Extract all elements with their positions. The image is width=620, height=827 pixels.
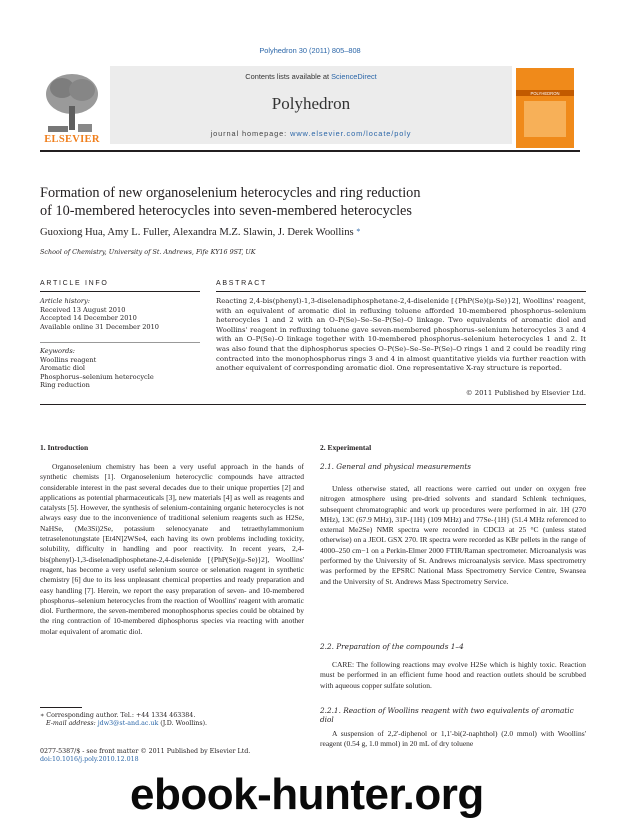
elsevier-wordmark: ELSEVIER (44, 134, 100, 145)
doi-link[interactable]: doi:10.1016/j.poly.2010.12.018 (40, 756, 139, 763)
abstract-heading: ABSTRACT (216, 280, 267, 287)
sciencedirect-link[interactable]: ScienceDirect (331, 72, 377, 81)
author-email-link[interactable]: jdw3@st-and.ac.uk (97, 720, 159, 728)
cover-image (524, 101, 566, 137)
copyright-line: © 2011 Published by Elsevier Ltd. (465, 389, 586, 397)
contents-prefix: Contents lists available at (245, 72, 332, 81)
issn-line: 0277-5387/$ - see front matter © 2011 Published by Elsevier Ltd. (40, 748, 251, 755)
keyword-item: Ring reduction (40, 381, 90, 390)
journal-citation[interactable]: Polyhedron 30 (2011) 805–808 (259, 46, 361, 55)
subsection-heading: 2.1. General and physical measurements (320, 462, 472, 471)
history-received: Received 13 August 2010 (40, 305, 126, 314)
history-online: Available online 31 December 2010 (40, 322, 159, 331)
homepage-link[interactable]: www.elsevier.com/locate/poly (290, 129, 412, 138)
author-list (40, 227, 580, 238)
masthead-divider (40, 150, 580, 152)
procedure-paragraph: A suspension of 2,2'-diphenol or 1,1'-bi(2-naphthol) (2.0 mmol) with Woollins' reagent (0.54 g, 1.0 mmol) in 20 mL of dry toluene (320, 729, 586, 749)
affiliation: School of Chemistry, University of St. Andrews, Fife KY16 9ST, UK (40, 248, 256, 256)
elsevier-logo[interactable] (40, 68, 104, 148)
subsection-heading: 2.2. Preparation of the compounds 1–4 (320, 642, 464, 651)
article-history: Article history: Received 13 August 2010 Accepted 14 December 2010 Available online 31 December 2010 (40, 297, 200, 331)
authors-text: Guoxiong Hua, Amy L. Fuller, Alexandra M.Z. Slawin, J. Derek Woollins (40, 227, 354, 238)
history-accepted: Accepted 14 December 2010 (40, 314, 137, 323)
keyword-item: Aromatic diol (40, 364, 86, 373)
safety-paragraph: CARE: The following reactions may evolve H2Se which is highly toxic. Reaction must be performed in an efficient fume hood and reaction outlets should be scrubbed with aqueous copper sulfate solution. (320, 660, 586, 690)
article-info-heading: ARTICLE INFO (40, 280, 109, 287)
journal-title: Polyhedron (271, 94, 351, 113)
watermark: ebook-hunter.org (130, 770, 484, 819)
keyword-item: Phosphorus–selenium heterocycle (40, 372, 154, 381)
experimental-heading: 2. Experimental (320, 443, 372, 452)
introduction-paragraph: Organoselenium chemistry has been a very useful approach in the hands of synthetic chemists [1]. Organoselenium heterocyclic compounds have attracted considerable interest in the past several decades due to their unique properties [2] and applications as potential pharmaceuticals [3], new materials [4] as well as reagents and catalysts [5]. However, the synthesis of selenium-containing organic heterocycles is not always easy due to the inconvenience of traditional selenium reagents such as H2Se, NaHSe, (Me3Si)2Se, potassium selenocyanate and tetraethylammonium tetraselenotungstate [Et4N]2WSe4, each having its own problems including toxicity, solubility, difficulty in handling and poor reactivity. In recent years, 2,4-bis(phenyl)-1,3-diselenadiphosphetane-2,4-diselenide [{PhP(Se)(μ-Se)}2], Woollins' reagent, has become a very useful selenium source or selenation reagent in synthetic chemistry [6] due to its less unpleasant chemical properties and ready preparation and easy handling [7]. Herein, we report the easy preparation of seven- and 10-membered phosphorus–selenium heterocycles from the reaction of Woollins' reagent with aromatic diol. Furthermore, the seven-membered monophosphorus species could be obtained by the ring contraction of 10-membered diphosphorus species via reacting with another molar equivalent of aromatic diol. (40, 462, 304, 636)
abstract-text: Reacting 2,4-bis(phenyl)-1,3-diselenadiphosphetane-2,4-diselenide [{PhP(Se)(μ-Se)}2], Woollins' reagent, with an equivalent of aromatic diol in refluxing toluene afforded 10-membered phosphorus–selenium heterocycles 1 and 2 with an O–P(Se)–Se–Se–P(Se)–O linkage. Two equivalents of aromatic diol and Woollins' reagent in refluxing toluene gave seven-membered phosphorus–selenium heterocycles 3 and 4 with an O–P(Se)–O linkage together with 10-membered phosphorus–selenium heterocycles 1 and 2. It was also found that the diphosphorus species O–P(Se)–Se–Se–P(Se)–O rings 1 and 2 could be readily ring contracted into the monophosphorus rings 3 and 4 in almost quantitative yields via further reaction with another equivalent of corresponding aromatic diol. One representative X-ray structure is reported. (216, 297, 586, 373)
article-title: Formation of new organoselenium heterocycles and ring reduction of 10-membered heterocycles into seven-membered heterocycles (40, 185, 421, 219)
general-measurements-paragraph: Unless otherwise stated, all reactions were carried out under on oxygen free nitrogen atmosphere using pre-dried solvents and standard Schlenk techniques, subsequent chromatographic and work up procedures were performed in air. 1H (270 MHz), 13C (67.9 MHz), 31P-{1H} (109 MHz) and 77Se-{1H} (51.4 MHz referenced to external Me2Se) NMR spectra were recorded in CDCl3 at 25 °C (unless stated otherwise) on a JEOL GSX 270. IR spectra were recorded as KBr pellets in the range of 4000–250 cm−1 on a Perkin-Elmer 2000 FTIR/Raman spectrometer. Microanalysis was performed by the University of St. Andrews microanalysis service. Mass spectrometry was performed by the EPSRC National Mass Spectrometry Service Centre, Swansea and the University of St. Andrews Mass Spectrometry Service. (320, 484, 586, 586)
footnote: ∗ Corresponding author. Tel.: +44 1334 463384. E-mail address: jdw3@st-and.ac.uk (J.D. Woollins). (40, 712, 304, 729)
keyword-item: Woollins reagent (40, 355, 97, 364)
keywords: Keywords: Woollins reagent Aromatic diol Phosphorus–selenium heterocycle Ring reduction (40, 347, 200, 390)
corresponding-author-note: ∗ Corresponding author. Tel.: +44 1334 463384. (40, 712, 196, 719)
journal-cover[interactable] (516, 68, 574, 148)
subsubsection-heading: 2.2.1. Reaction of Woollins reagent with two equivalents of aromatic diol (320, 706, 574, 724)
introduction-heading: 1. Introduction (40, 443, 89, 452)
homepage-prefix: journal homepage: (210, 129, 291, 138)
cover-title: POLYHEDRON (530, 91, 560, 96)
corresponding-author-mark[interactable]: * (356, 227, 361, 236)
contents-line (110, 72, 512, 81)
journal-homepage (110, 129, 512, 138)
